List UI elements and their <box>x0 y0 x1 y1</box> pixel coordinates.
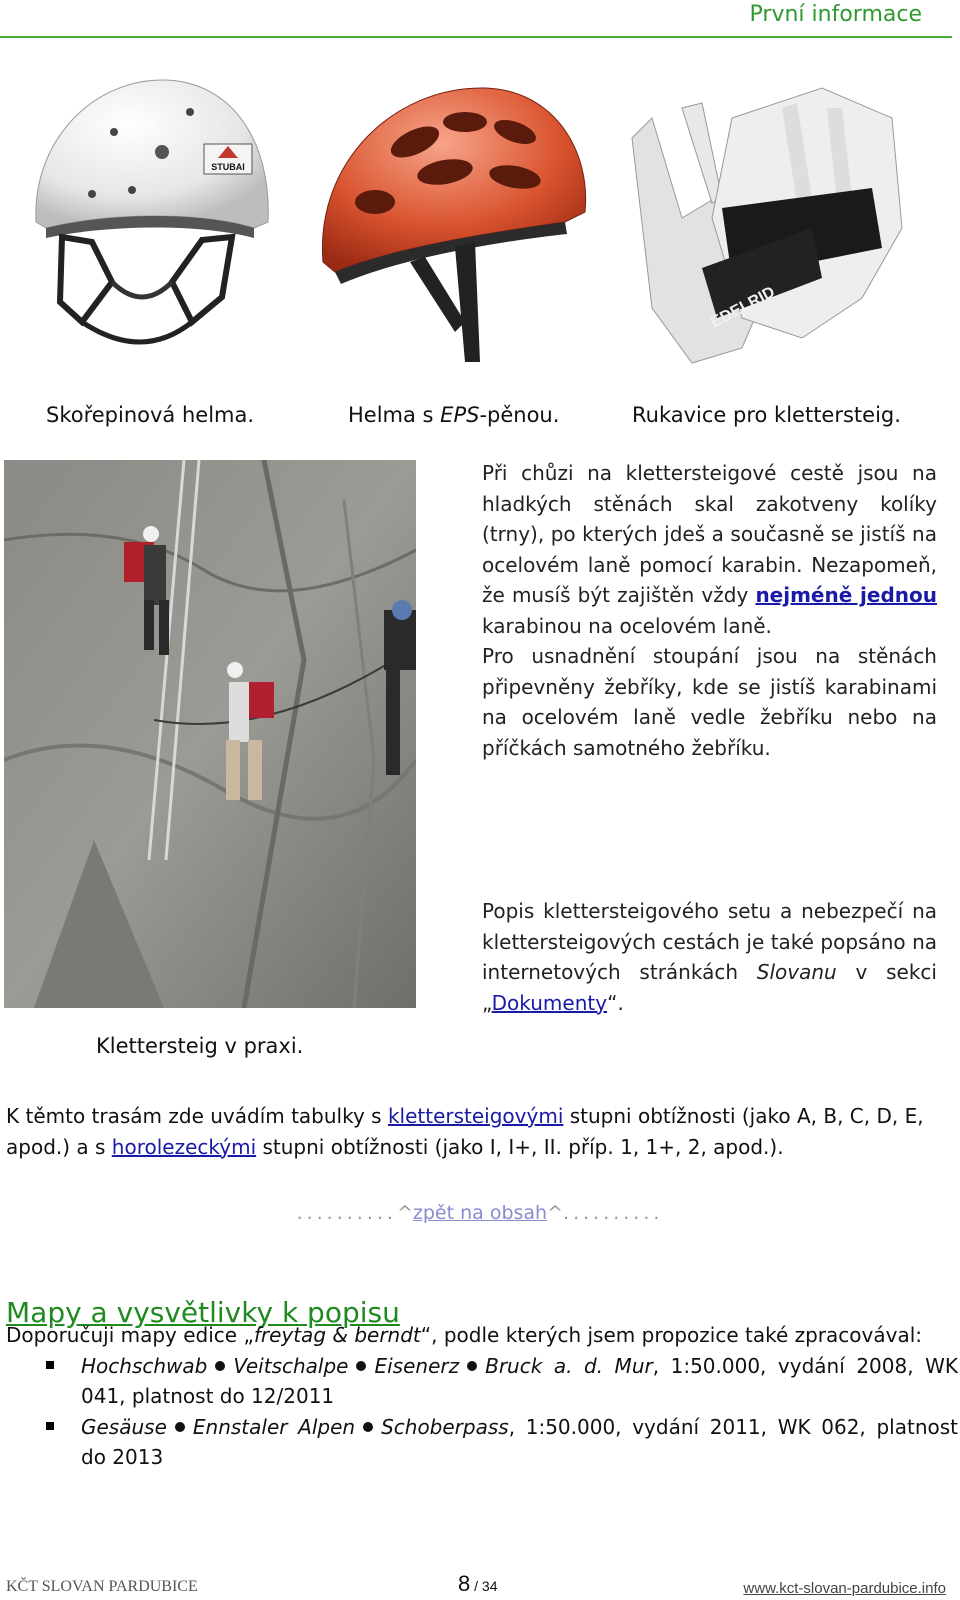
shell-helmet-image <box>22 72 272 372</box>
gloves-image <box>622 78 912 368</box>
gloves-brand-text: EDELRID <box>707 283 778 332</box>
footer-website-link[interactable]: www.kct-slovan-pardubice.info <box>743 1580 946 1597</box>
shell-helmet-caption: Skořepinová helma. <box>46 403 255 427</box>
eps-helmet-caption: Helma s EPS-pěnou. <box>348 403 560 427</box>
map-item-2: Gesäuse Ennstaler Alpen Schoberpass, 1:50.000, vydání 2011, WK 062, platnost do 2013 <box>6 1412 958 1473</box>
maps-section <box>6 1320 958 1473</box>
header-divider <box>0 36 952 38</box>
difficulty-paragraph: K těmto trasám zde uvádím tabulky s klettersteigovými stupni obtížnosti (jako A, B, C, D, E, apod.) a s horolezeckými stupni obtížnosti (jako I, I+, II. příp. 1, 1+, 2, apod.). <box>6 1104 924 1159</box>
page-header-title: První informace <box>749 2 922 27</box>
back-to-contents-link[interactable]: zpět na obsah <box>412 1202 548 1224</box>
back-to-contents: ..........^zpět na obsah^.......... <box>296 1202 664 1224</box>
klettersteig-grades-link[interactable]: klettersteigovými <box>387 1104 564 1128</box>
maps-intro: Doporučuji mapy edice „freytag & berndt“, podle kterých jsem propozice také zpracovával: <box>6 1323 922 1347</box>
map-item-1: Hochschwab Veitschalpe Eisenerz Bruck a. d. Mur, 1:50.000, vydání 2008, WK 041, platnost do 12/2011 <box>6 1351 958 1412</box>
dokumenty-link[interactable]: Dokumenty <box>491 990 608 1015</box>
set-info-paragraph: Popis klettersteigového setu a nebezpečí na klettersteigových cestách je také popsáno na internetových stránkách Slovanu v sekci „Dokumenty“. <box>482 899 937 1015</box>
gloves-caption: Rukavice pro klettersteig. <box>632 403 901 427</box>
climbing-grades-link[interactable]: horolezeckými <box>111 1134 257 1159</box>
helmet-brand-text: STUBAI <box>211 162 245 172</box>
klettersteig-description: Při chůzi na klettersteigové cestě jsou na hladkých stěnách skal zakotveny kolíky (trny), po kterých jdeš a současně se jistíš na ocelovém laně pomocí karabin. Nezapomeň, že musíš být zajištěn vždy nejméně jednou karabinou na ocelovém laně. Pro usnadnění stoupání jsou na stěnách připevněny žebříky, kde se jistíš karabinami na ocelovém laně vedle žebříku nebo na příčkách samotného žebříku. <box>482 458 937 763</box>
footer-organization: KČT SLOVAN PARDUBICE <box>6 1578 198 1595</box>
eps-helmet-image <box>315 72 595 372</box>
footer-page-number: 8 / 34 <box>458 1571 498 1596</box>
maps-section-heading: Mapy a vysvětlivky k popisu <box>6 1296 400 1329</box>
klettersteig-photo <box>4 460 416 1008</box>
photo-caption: Klettersteig v praxi. <box>96 1034 304 1058</box>
ladder-paragraph: Pro usnadnění stoupání jsou na stěnách připevněny žebříky, kde se jistíš karabinami na ocelovém laně vedle žebříku nebo na příčkách samotného žebříku. <box>482 644 937 760</box>
nejmene-jednou-link[interactable]: nejméně jednou <box>755 583 938 607</box>
